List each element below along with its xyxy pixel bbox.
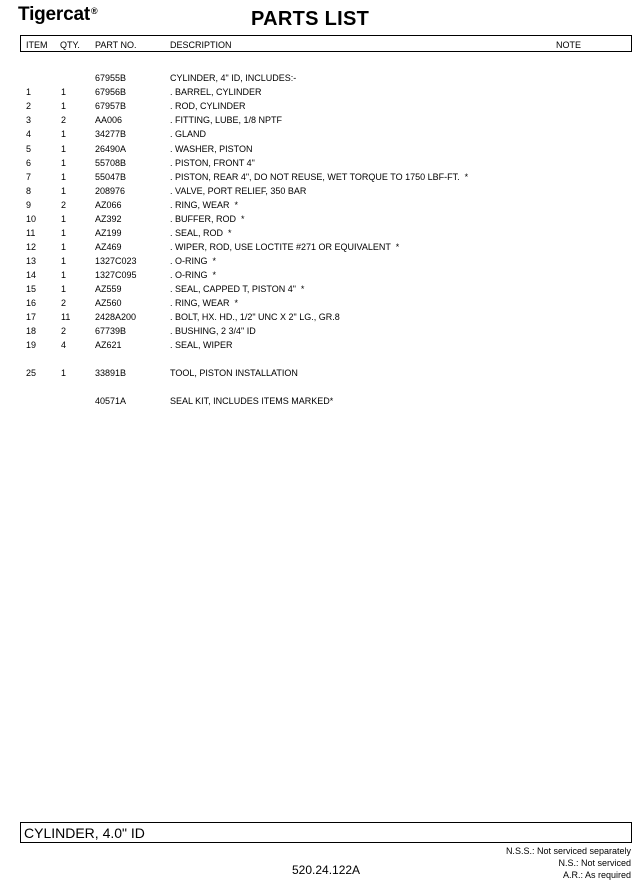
part-number: 1327C023 bbox=[95, 256, 137, 266]
table-row bbox=[0, 129, 642, 141]
item-number: 2 bbox=[26, 101, 32, 111]
quantity: 1 bbox=[61, 158, 67, 168]
page-title: PARTS LIST bbox=[251, 8, 370, 30]
table-row bbox=[0, 312, 642, 324]
item-number: 17 bbox=[26, 312, 37, 322]
part-number: AZ621 bbox=[95, 340, 122, 350]
registered-mark: ® bbox=[90, 6, 98, 16]
part-number: 67956B bbox=[95, 87, 127, 97]
part-number: AZ469 bbox=[95, 242, 122, 252]
description: . ROD, CYLINDER bbox=[170, 101, 246, 111]
table-row bbox=[0, 340, 642, 352]
description: . RING, WEAR * bbox=[170, 200, 239, 210]
assembly-title-box bbox=[20, 822, 632, 843]
table-row bbox=[0, 270, 642, 282]
item-number: 9 bbox=[26, 200, 32, 210]
column-header-note: NOTE bbox=[556, 40, 582, 50]
quantity: 2 bbox=[61, 326, 67, 336]
table-row bbox=[0, 101, 642, 113]
part-number: 26490A bbox=[95, 144, 127, 154]
item-number: 16 bbox=[26, 298, 37, 308]
quantity: 1 bbox=[61, 284, 67, 294]
description: SEAL KIT, INCLUDES ITEMS MARKED* bbox=[170, 396, 334, 406]
table-row bbox=[0, 228, 642, 240]
description: . BARREL, CYLINDER bbox=[170, 87, 262, 97]
abbreviation-nss: N.S.S.: Not serviced separately bbox=[505, 846, 631, 856]
part-number: 67955B bbox=[95, 73, 127, 83]
quantity: 1 bbox=[61, 129, 67, 139]
part-number: AZ560 bbox=[95, 298, 122, 308]
part-number: 2428A200 bbox=[95, 312, 137, 322]
part-number: AZ199 bbox=[95, 228, 122, 238]
table-row bbox=[0, 284, 642, 296]
part-number: 67957B bbox=[95, 101, 127, 111]
description: . BUFFER, ROD * bbox=[170, 214, 245, 224]
item-number: 25 bbox=[26, 368, 37, 378]
quantity: 1 bbox=[61, 144, 67, 154]
item-number: 14 bbox=[26, 270, 37, 280]
brand-logo bbox=[18, 4, 97, 26]
description: . PISTON, REAR 4", DO NOT REUSE, WET TORQUE TO 1750 LBF-FT. * bbox=[170, 172, 469, 182]
description: . O-RING * bbox=[170, 256, 217, 266]
description: . WASHER, PISTON bbox=[170, 144, 253, 154]
description: . SEAL, ROD * bbox=[170, 228, 232, 238]
part-number: 208976 bbox=[95, 186, 126, 196]
table-row bbox=[0, 396, 642, 408]
table-row bbox=[0, 214, 642, 226]
assembly-title: CYLINDER, 4.0" ID bbox=[24, 825, 145, 841]
item-number: 12 bbox=[26, 242, 37, 252]
table-row bbox=[0, 186, 642, 198]
part-number: 67739B bbox=[95, 326, 127, 336]
item-number: 6 bbox=[26, 158, 32, 168]
table-row bbox=[0, 115, 642, 127]
item-number: 8 bbox=[26, 186, 32, 196]
quantity: 2 bbox=[61, 298, 67, 308]
table-row bbox=[0, 158, 642, 170]
part-number: 34277B bbox=[95, 129, 127, 139]
quantity: 2 bbox=[61, 200, 67, 210]
column-header-item: ITEM bbox=[26, 40, 48, 50]
quantity: 4 bbox=[61, 340, 67, 350]
item-number: 18 bbox=[26, 326, 37, 336]
column-header-description: DESCRIPTION bbox=[170, 40, 232, 50]
quantity: 1 bbox=[61, 186, 67, 196]
table-row bbox=[0, 73, 642, 85]
part-number: AZ066 bbox=[95, 200, 122, 210]
description: . SEAL, WIPER bbox=[170, 340, 233, 350]
column-header-part-no: PART NO. bbox=[95, 40, 137, 50]
item-number: 10 bbox=[26, 214, 37, 224]
column-header-bar bbox=[20, 35, 632, 52]
description: . FITTING, LUBE, 1/8 NPTF bbox=[170, 115, 283, 125]
description: . WIPER, ROD, USE LOCTITE #271 OR EQUIVALENT * bbox=[170, 242, 400, 252]
quantity: 1 bbox=[61, 270, 67, 280]
part-number: 40571A bbox=[95, 396, 127, 406]
table-row bbox=[0, 256, 642, 268]
item-number: 19 bbox=[26, 340, 37, 350]
table-row bbox=[0, 326, 642, 338]
abbreviation-ar: A.R.: As required bbox=[562, 870, 631, 880]
description: . SEAL, CAPPED T, PISTON 4" * bbox=[170, 284, 305, 294]
part-number: AZ559 bbox=[95, 284, 122, 294]
quantity: 1 bbox=[61, 368, 67, 378]
item-number: 15 bbox=[26, 284, 37, 294]
quantity: 1 bbox=[61, 172, 67, 182]
part-number: 33891B bbox=[95, 368, 127, 378]
table-row bbox=[0, 200, 642, 212]
quantity: 2 bbox=[61, 115, 67, 125]
description: TOOL, PISTON INSTALLATION bbox=[170, 368, 298, 378]
description: . VALVE, PORT RELIEF, 350 BAR bbox=[170, 186, 307, 196]
abbreviation-ns: N.S.: Not serviced bbox=[558, 858, 631, 868]
part-number: 1327C095 bbox=[95, 270, 137, 280]
item-number: 13 bbox=[26, 256, 37, 266]
table-row bbox=[0, 172, 642, 184]
item-number: 5 bbox=[26, 144, 32, 154]
table-row bbox=[0, 242, 642, 254]
quantity: 1 bbox=[61, 87, 67, 97]
part-number: 55708B bbox=[95, 158, 127, 168]
part-number: 55047B bbox=[95, 172, 127, 182]
quantity: 11 bbox=[61, 312, 71, 322]
description: . GLAND bbox=[170, 129, 207, 139]
item-number: 7 bbox=[26, 172, 32, 182]
part-number: AZ392 bbox=[95, 214, 122, 224]
description: . O-RING * bbox=[170, 270, 217, 280]
item-number: 1 bbox=[26, 87, 32, 97]
item-number: 11 bbox=[26, 228, 36, 238]
quantity: 1 bbox=[61, 101, 67, 111]
quantity: 1 bbox=[61, 242, 67, 252]
table-row bbox=[0, 368, 642, 380]
document-number: 520.24.122A bbox=[292, 863, 361, 877]
column-header-qty: QTY. bbox=[60, 40, 80, 50]
table-row bbox=[0, 87, 642, 99]
quantity: 1 bbox=[61, 228, 67, 238]
brand-name: Tigercat bbox=[18, 4, 90, 25]
quantity: 1 bbox=[61, 256, 67, 266]
table-row bbox=[0, 144, 642, 156]
item-number: 4 bbox=[26, 129, 32, 139]
table-row bbox=[0, 298, 642, 310]
item-number: 3 bbox=[26, 115, 32, 125]
quantity: 1 bbox=[61, 214, 67, 224]
description: . BUSHING, 2 3/4" ID bbox=[170, 326, 256, 336]
part-number: AA006 bbox=[95, 115, 123, 125]
description: CYLINDER, 4" ID, INCLUDES:- bbox=[170, 73, 297, 83]
description: . PISTON, FRONT 4" bbox=[170, 158, 255, 168]
description: . BOLT, HX. HD., 1/2" UNC X 2" LG., GR.8 bbox=[170, 312, 340, 322]
description: . RING, WEAR * bbox=[170, 298, 239, 308]
